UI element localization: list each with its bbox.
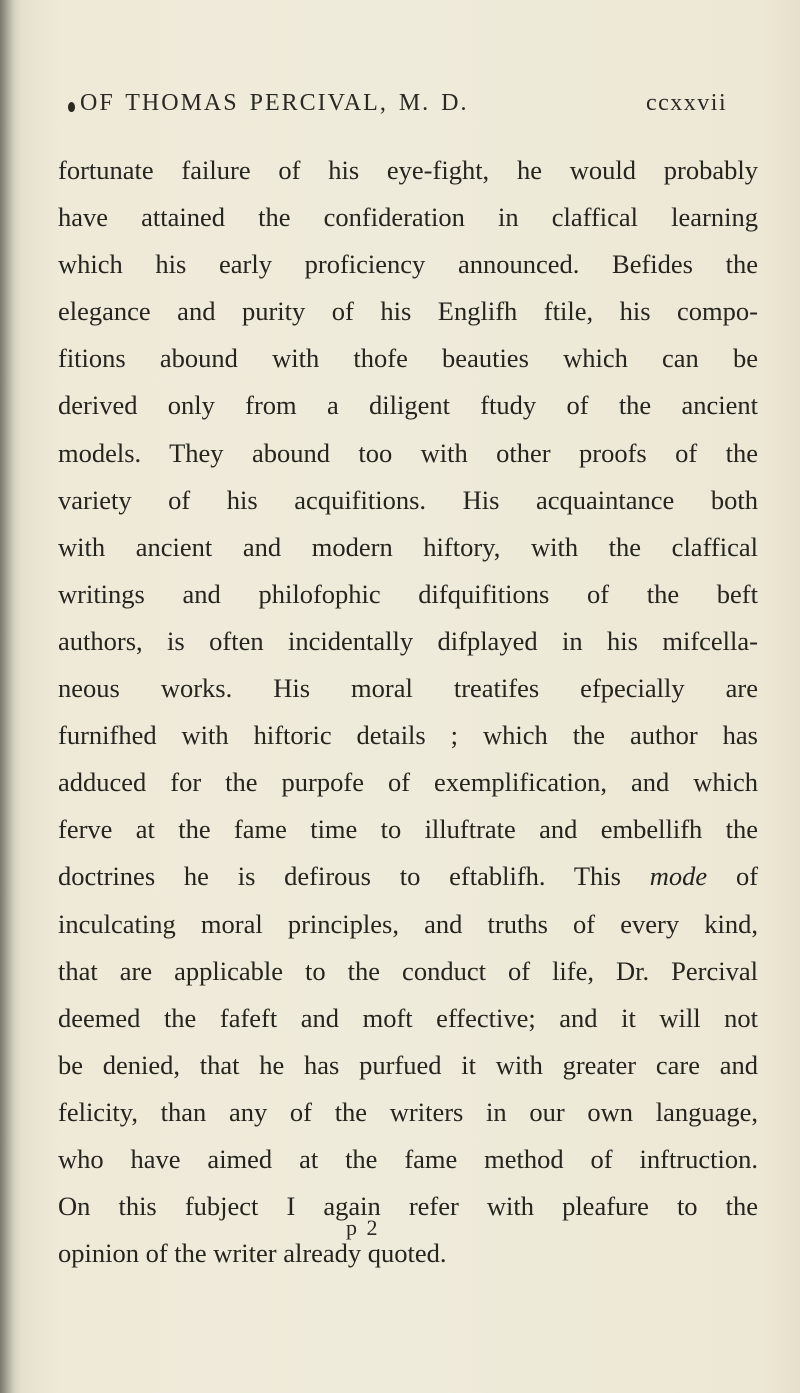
text-line-12: neous works. His moral treatifes efpecially are <box>58 673 758 704</box>
text-line-17: inculcating moral principles, and truths of every kind, <box>58 908 758 939</box>
text-line-23: On this fubject I again refer with pleafure to the <box>58 1191 758 1222</box>
page-number: ccxxvii <box>646 90 728 116</box>
text-line-21: felicity, than any of the writers in our own language, <box>58 1096 758 1127</box>
text-line-5: fitions abound with thofe beauties which can be <box>58 343 758 374</box>
italic-word: mode <box>649 861 708 892</box>
text-line-3: which his early proficiency announced. Befides the <box>58 249 758 280</box>
text-line-22: who have aimed at the fame method of inftruction. <box>58 1143 758 1174</box>
text-line-19: deemed the fafeft and moft effective; and it will not <box>58 1002 758 1033</box>
page-header <box>80 90 780 130</box>
ink-mark <box>68 102 75 112</box>
text-line-4: elegance and purity of his Englifh ftile, his compo- <box>58 296 758 327</box>
text-line-16-end: of <box>735 861 759 892</box>
text-line-14: adduced for the purpofe of exemplification, and which <box>58 767 758 798</box>
text-line-24: opinion of the writer already quoted. <box>58 1238 447 1269</box>
text-line-10: writings and philofophic difquifitions of the beft <box>58 578 758 609</box>
text-line-13: furnifhed with hiftoric details ; which the author has <box>58 720 758 751</box>
binding-gutter-shadow <box>0 0 14 1393</box>
text-line-1: fortunate failure of his eye-fight, he would probably <box>58 155 758 185</box>
text-line-8: variety of his acquifitions. His acquaintance both <box>58 484 758 515</box>
text-line-20: be denied, that he has purfued it with greater care and <box>58 1049 758 1080</box>
text-line-2: have attained the confideration in claffical learning <box>58 202 758 233</box>
running-head: OF THOMAS PERCIVAL, M. D. <box>80 90 469 116</box>
text-line-15: ferve at the fame time to illuftrate and embellifh the <box>58 814 758 845</box>
text-line-16 <box>58 861 758 908</box>
body-text <box>58 155 758 1285</box>
text-line-11: authors, is often incidentally difplayed in his mifcella- <box>58 625 758 656</box>
text-line-7: models. They abound too with other proofs of the <box>58 437 758 468</box>
text-line-6: derived only from a diligent ftudy of the ancient <box>58 390 758 421</box>
text-line-9: with ancient and modern hiftory, with the claffical <box>58 531 758 562</box>
text-line-18: that are applicable to the conduct of life, Dr. Percival <box>58 955 758 986</box>
signature-mark: p 2 <box>346 1215 380 1240</box>
text-line-16-start: doctrines he is defirous to eftablifh. This <box>58 861 621 892</box>
